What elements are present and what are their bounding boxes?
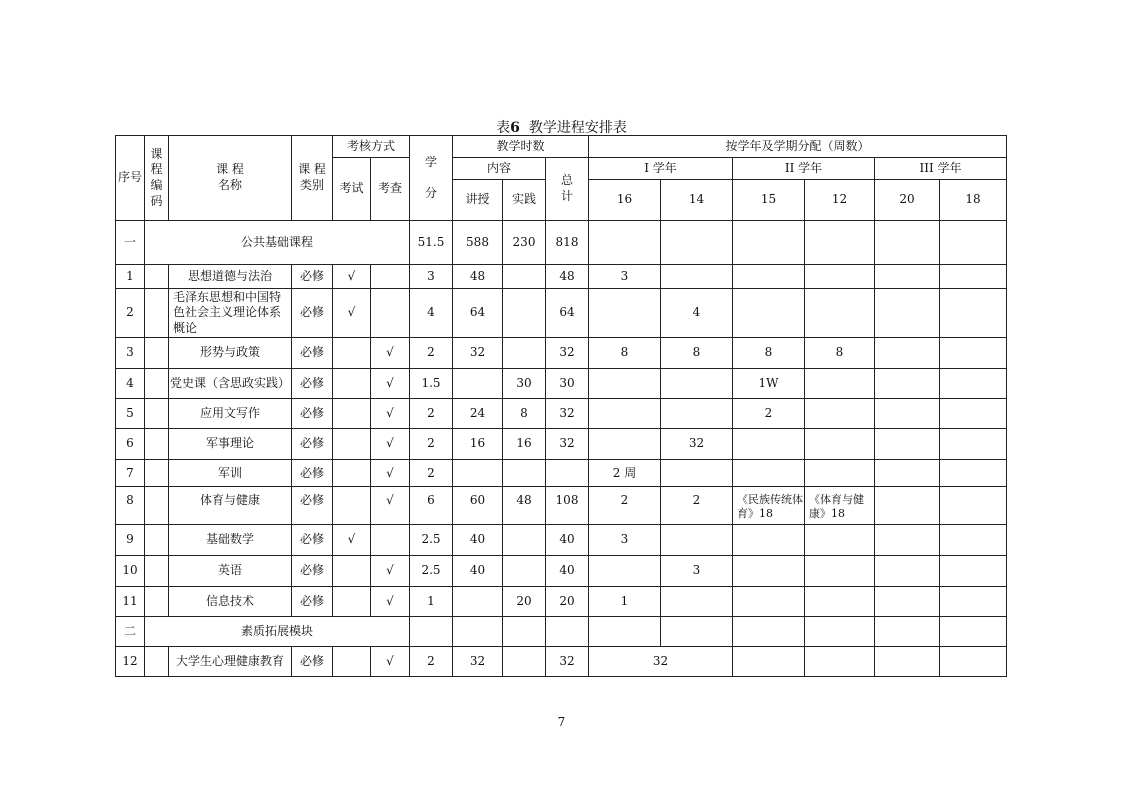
- practice-header: 实践: [503, 180, 546, 221]
- type-header: 课 程 类别: [292, 136, 333, 221]
- section-title: 素质拓展模块: [145, 617, 410, 647]
- course-name: 基础数学: [169, 525, 292, 556]
- row-seq: 3: [116, 338, 145, 369]
- course-type: 必修: [292, 556, 333, 587]
- term6: [940, 369, 1007, 399]
- code-header: 课程编码: [145, 136, 169, 221]
- exam-mark: [333, 556, 371, 587]
- course-type: 必修: [292, 289, 333, 338]
- term2: 3: [661, 556, 733, 587]
- total-hours: 64: [546, 289, 589, 338]
- assess-header: 考核方式: [333, 136, 410, 158]
- row-seq: 11: [116, 587, 145, 617]
- lecture-hours: 60: [453, 487, 503, 525]
- course-name: 毛泽东思想和中国特色社会主义理论体系概论: [169, 289, 292, 338]
- course-name: 形势与政策: [169, 338, 292, 369]
- row-seq: 10: [116, 556, 145, 587]
- exam-mark: √: [333, 265, 371, 289]
- term6-weeks: 18: [940, 180, 1007, 221]
- table-caption: [0, 117, 1123, 137]
- year2-header: II 学年: [733, 158, 875, 180]
- term3: [733, 525, 805, 556]
- term2: 2: [661, 487, 733, 525]
- lecture-hours: 48: [453, 265, 503, 289]
- total-hours: 32: [546, 429, 589, 460]
- credit: 2: [410, 429, 453, 460]
- content-header: 内容: [453, 158, 546, 180]
- year3-header: III 学年: [875, 158, 1007, 180]
- lecture-hours: [453, 369, 503, 399]
- practice-hours: [503, 556, 546, 587]
- term2-weeks: 14: [661, 180, 733, 221]
- credit: 2.5: [410, 525, 453, 556]
- course-name: 党史课（含思政实践）: [169, 369, 292, 399]
- total-hours: 40: [546, 556, 589, 587]
- course-type: 必修: [292, 587, 333, 617]
- hours-header: 教学时数: [453, 136, 589, 158]
- course-type: 必修: [292, 338, 333, 369]
- check-mark: √: [371, 369, 410, 399]
- credit: 2: [410, 399, 453, 429]
- section-lecture: 588: [453, 221, 503, 265]
- practice-hours: 48: [503, 487, 546, 525]
- term6: [940, 487, 1007, 525]
- course-name: 军事理论: [169, 429, 292, 460]
- credit: 6: [410, 487, 453, 525]
- term6: [940, 289, 1007, 338]
- term6: [940, 399, 1007, 429]
- total-header: 总 计: [546, 158, 589, 221]
- caption-number: 6: [510, 120, 520, 136]
- table-row: [116, 525, 1007, 556]
- exam-mark: [333, 338, 371, 369]
- caption-prefix: 表: [496, 120, 511, 136]
- exam-mark: [333, 487, 371, 525]
- course-type: 必修: [292, 525, 333, 556]
- total-hours: 32: [546, 338, 589, 369]
- total-hours: 32: [546, 399, 589, 429]
- exam-header: 考试: [333, 158, 371, 221]
- row-seq: 6: [116, 429, 145, 460]
- section-title: 公共基础课程: [145, 221, 410, 265]
- lecture-hours: [453, 587, 503, 617]
- row-seq: 4: [116, 369, 145, 399]
- term2: 32: [661, 429, 733, 460]
- term4: [805, 429, 875, 460]
- term4: [805, 369, 875, 399]
- practice-hours: 8: [503, 399, 546, 429]
- credit: 1.5: [410, 369, 453, 399]
- term4: [805, 525, 875, 556]
- term2: [661, 460, 733, 487]
- term1-weeks: 16: [589, 180, 661, 221]
- lecture-hours: 64: [453, 289, 503, 338]
- credit: 2.5: [410, 556, 453, 587]
- term4: [805, 265, 875, 289]
- check-mark: √: [371, 338, 410, 369]
- term5: [875, 265, 940, 289]
- check-mark: [371, 525, 410, 556]
- term5: [875, 556, 940, 587]
- exam-mark: [333, 399, 371, 429]
- term1: 3: [589, 525, 661, 556]
- practice-hours: [503, 265, 546, 289]
- credit: 2: [410, 460, 453, 487]
- term3: [733, 289, 805, 338]
- course-name: 体育与健康: [169, 487, 292, 525]
- check-mark: √: [371, 647, 410, 677]
- check-header: 考查: [371, 158, 410, 221]
- exam-mark: [333, 460, 371, 487]
- term2: [661, 587, 733, 617]
- total-hours: [546, 460, 589, 487]
- credit: 2: [410, 338, 453, 369]
- credit: 1: [410, 587, 453, 617]
- total-hours: 20: [546, 587, 589, 617]
- term2: 4: [661, 289, 733, 338]
- exam-mark: [333, 647, 371, 677]
- check-mark: √: [371, 487, 410, 525]
- term1: [589, 556, 661, 587]
- lecture-hours: 40: [453, 556, 503, 587]
- term4: [805, 399, 875, 429]
- credit: 4: [410, 289, 453, 338]
- total-hours: 30: [546, 369, 589, 399]
- exam-mark: [333, 369, 371, 399]
- practice-hours: [503, 289, 546, 338]
- lecture-hours: [453, 460, 503, 487]
- term4: [805, 460, 875, 487]
- lecture-header: 讲授: [453, 180, 503, 221]
- term4: 8: [805, 338, 875, 369]
- table-row: [116, 460, 1007, 487]
- seq-header: 序号: [116, 136, 145, 221]
- term1: 3: [589, 265, 661, 289]
- term1: 1: [589, 587, 661, 617]
- exam-mark: √: [333, 289, 371, 338]
- lecture-hours: 32: [453, 338, 503, 369]
- header-row-1: [116, 136, 1007, 158]
- term3: 2: [733, 399, 805, 429]
- table-row: [116, 487, 1007, 525]
- lecture-hours: 24: [453, 399, 503, 429]
- course-type: 必修: [292, 487, 333, 525]
- term5: [875, 525, 940, 556]
- check-mark: √: [371, 399, 410, 429]
- term5: [875, 289, 940, 338]
- term5: [875, 587, 940, 617]
- term1: 8: [589, 338, 661, 369]
- term5-weeks: 20: [875, 180, 940, 221]
- row-seq: 8: [116, 487, 145, 525]
- term2: [661, 369, 733, 399]
- total-hours: 48: [546, 265, 589, 289]
- term1: 2 周: [589, 460, 661, 487]
- section-practice: 230: [503, 221, 546, 265]
- check-mark: √: [371, 556, 410, 587]
- section-total: 818: [546, 221, 589, 265]
- section-seq: 一: [116, 221, 145, 265]
- term6: [940, 587, 1007, 617]
- check-mark: √: [371, 587, 410, 617]
- course-name: 英语: [169, 556, 292, 587]
- practice-hours: 16: [503, 429, 546, 460]
- total-hours: 32: [546, 647, 589, 677]
- exam-mark: [333, 429, 371, 460]
- dist-header: 按学年及学期分配（周数）: [589, 136, 1007, 158]
- term4: [805, 289, 875, 338]
- term5: [875, 338, 940, 369]
- row-seq: 2: [116, 289, 145, 338]
- table-row: [116, 399, 1007, 429]
- term4: [805, 647, 875, 677]
- term3: [733, 556, 805, 587]
- credit: 2: [410, 647, 453, 677]
- practice-hours: [503, 338, 546, 369]
- term3: 《民族传统体育》18: [733, 487, 805, 525]
- term3: [733, 587, 805, 617]
- check-mark: [371, 289, 410, 338]
- term6: [940, 338, 1007, 369]
- term1: [589, 369, 661, 399]
- credit: 3: [410, 265, 453, 289]
- course-type: 必修: [292, 429, 333, 460]
- course-type: 必修: [292, 647, 333, 677]
- practice-hours: [503, 460, 546, 487]
- term3: [733, 647, 805, 677]
- course-name: 大学生心理健康教育: [169, 647, 292, 677]
- practice-hours: [503, 647, 546, 677]
- year1-header: I 学年: [589, 158, 733, 180]
- term3: [733, 429, 805, 460]
- course-type: 必修: [292, 460, 333, 487]
- table-row: [116, 289, 1007, 338]
- caption-text: 教学进程安排表: [528, 120, 627, 136]
- term2: [661, 525, 733, 556]
- term5: [875, 369, 940, 399]
- term6: [940, 647, 1007, 677]
- total-hours: 108: [546, 487, 589, 525]
- practice-hours: [503, 525, 546, 556]
- course-type: 必修: [292, 369, 333, 399]
- term4: [805, 556, 875, 587]
- table-row: [116, 429, 1007, 460]
- term1: [589, 399, 661, 429]
- course-name: 思想道德与法治: [169, 265, 292, 289]
- row-seq: 1: [116, 265, 145, 289]
- course-name: 信息技术: [169, 587, 292, 617]
- table-row: [116, 265, 1007, 289]
- name-header: 课 程 名称: [169, 136, 292, 221]
- table-row: [116, 647, 1007, 677]
- term3: 1W: [733, 369, 805, 399]
- row-seq: 5: [116, 399, 145, 429]
- check-mark: √: [371, 460, 410, 487]
- check-mark: [371, 265, 410, 289]
- practice-hours: 30: [503, 369, 546, 399]
- term3: 8: [733, 338, 805, 369]
- exam-mark: √: [333, 525, 371, 556]
- term5: [875, 487, 940, 525]
- term2: 8: [661, 338, 733, 369]
- table-row: [116, 556, 1007, 587]
- term1: 2: [589, 487, 661, 525]
- schedule-table: [115, 135, 1007, 677]
- table-row: [116, 369, 1007, 399]
- term4: 《体育与健康》18: [805, 487, 875, 525]
- term4-weeks: 12: [805, 180, 875, 221]
- row-seq: 7: [116, 460, 145, 487]
- term6: [940, 429, 1007, 460]
- term2: [661, 265, 733, 289]
- term2: [661, 399, 733, 429]
- section-row: [116, 221, 1007, 265]
- check-mark: √: [371, 429, 410, 460]
- term1: [589, 289, 661, 338]
- lecture-hours: 40: [453, 525, 503, 556]
- lecture-hours: 16: [453, 429, 503, 460]
- credit-header: 学 分: [410, 136, 453, 221]
- term5: [875, 429, 940, 460]
- course-name: 应用文写作: [169, 399, 292, 429]
- practice-hours: 20: [503, 587, 546, 617]
- course-name: 军训: [169, 460, 292, 487]
- term5: [875, 460, 940, 487]
- row-seq: 9: [116, 525, 145, 556]
- section-seq: 二: [116, 617, 145, 647]
- course-type: 必修: [292, 265, 333, 289]
- row-seq: 12: [116, 647, 145, 677]
- term6: [940, 265, 1007, 289]
- exam-mark: [333, 587, 371, 617]
- term3-weeks: 15: [733, 180, 805, 221]
- course-type: 必修: [292, 399, 333, 429]
- term1: [589, 429, 661, 460]
- term5: [875, 399, 940, 429]
- term6: [940, 525, 1007, 556]
- table-row: [116, 338, 1007, 369]
- term6: [940, 460, 1007, 487]
- term4: [805, 587, 875, 617]
- page-number: 7: [557, 715, 566, 729]
- term6: [940, 556, 1007, 587]
- term3: [733, 460, 805, 487]
- lecture-hours: 32: [453, 647, 503, 677]
- term5: [875, 647, 940, 677]
- total-hours: 40: [546, 525, 589, 556]
- section-credit: 51.5: [410, 221, 453, 265]
- term3: [733, 265, 805, 289]
- section-row: [116, 617, 1007, 647]
- term1-2: 32: [589, 647, 733, 677]
- table-row: [116, 587, 1007, 617]
